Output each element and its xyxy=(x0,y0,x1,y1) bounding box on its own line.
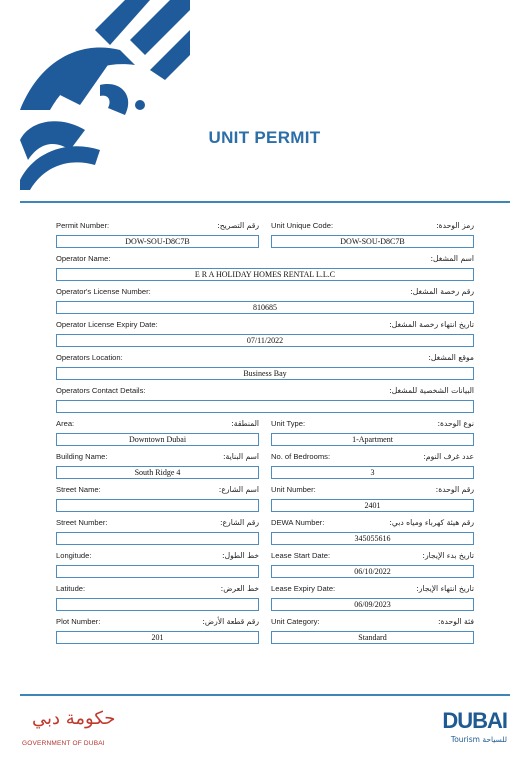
area-label: Area: xyxy=(56,419,75,428)
operators-location-label-ar: موقع المشغل: xyxy=(428,353,474,362)
unit-number-label-ar: رقم الوحدة: xyxy=(435,485,474,494)
street-number-label: Street Number: xyxy=(56,518,108,527)
street-name-label-ar: اسم الشارع: xyxy=(218,485,259,494)
plot-number-label: Plot Number: xyxy=(56,617,101,626)
header-divider xyxy=(20,201,510,203)
dubai-calligraphy-logo xyxy=(0,0,190,190)
permit-number-field: DOW-SOU-D8C7B xyxy=(56,235,259,248)
operator-license-expiry-label: Operator License Expiry Date: xyxy=(56,320,158,329)
street-number-label-ar: رقم الشارع: xyxy=(219,518,259,527)
government-of-dubai-arabic: حكومة دبي xyxy=(32,708,116,729)
lease-expiry-label: Lease Expiry Date: xyxy=(271,584,336,593)
operator-name-label-ar: اسم المشغل: xyxy=(430,254,474,263)
longitude-field xyxy=(56,565,259,578)
operator-name-field: E R A HOLIDAY HOMES RENTAL L.L.C xyxy=(56,268,474,281)
unit-unique-code-label: Unit Unique Code: xyxy=(271,221,334,230)
dubai-tourism-subtitle-en: Tourism xyxy=(450,735,480,744)
lease-expiry-field: 06/09/2023 xyxy=(271,598,474,611)
bedrooms-label-ar: عدد غرف النوم: xyxy=(423,452,474,461)
operator-license-number-label-ar: رقم رخصة المشغل: xyxy=(410,287,474,296)
permit-number-label-ar: رقم التصريح: xyxy=(217,221,259,230)
latitude-label-ar: خط العرض: xyxy=(220,584,259,593)
unit-category-field: Standard xyxy=(271,631,474,644)
operator-license-number-label: Operator's License Number: xyxy=(56,287,151,296)
operators-contact-label: Operators Contact Details: xyxy=(56,386,146,395)
government-of-dubai-text: GOVERNMENT OF DUBAI xyxy=(22,740,105,747)
footer-divider xyxy=(20,694,510,696)
dewa-number-label: DEWA Number: xyxy=(271,518,325,527)
operator-license-expiry-field: 07/11/2022 xyxy=(56,334,474,347)
dewa-number-field: 345055616 xyxy=(271,532,474,545)
dubai-tourism-logo xyxy=(437,708,507,750)
lease-expiry-label-ar: تاريخ انتهاء الإيجار: xyxy=(416,584,474,593)
unit-unique-code-label-ar: رمز الوحدة: xyxy=(436,221,474,230)
dewa-number-label-ar: رقم هيئة كهرباء ومياه دبي: xyxy=(389,518,474,527)
operator-license-expiry-label-ar: تاريخ انتهاء رخصة المشغل: xyxy=(389,320,474,329)
dubai-tourism-subtitle xyxy=(451,735,507,744)
unit-unique-code-field: DOW-SOU-D8C7B xyxy=(271,235,474,248)
unit-category-label: Unit Category: xyxy=(271,617,320,626)
lease-start-label-ar: تاريخ بدء الإيجار: xyxy=(422,551,474,560)
street-name-label: Street Name: xyxy=(56,485,101,494)
operators-location-label: Operators Location: xyxy=(56,353,123,362)
latitude-label: Latitude: xyxy=(56,584,86,593)
unit-number-field: 2401 xyxy=(271,499,474,512)
building-name-label-ar: اسم البناية: xyxy=(222,452,259,461)
lease-start-field: 06/10/2022 xyxy=(271,565,474,578)
bedrooms-field: 3 xyxy=(271,466,474,479)
area-field: Downtown Dubai xyxy=(56,433,259,446)
operators-contact-field xyxy=(56,400,474,413)
plot-number-label-ar: رقم قطعة الأرض: xyxy=(202,617,259,626)
unit-number-label: Unit Number: xyxy=(271,485,316,494)
street-number-field xyxy=(56,532,259,545)
operators-location-field: Business Bay xyxy=(56,367,474,380)
longitude-label-ar: خط الطول: xyxy=(222,551,259,560)
permit-number-label: Permit Number: xyxy=(56,221,110,230)
bedrooms-label: No. of Bedrooms: xyxy=(271,452,331,461)
operator-name-label: Operator Name: xyxy=(56,254,111,263)
lease-start-label: Lease Start Date: xyxy=(271,551,331,560)
government-of-dubai-logo xyxy=(22,708,122,750)
unit-type-field: 1-Apartment xyxy=(271,433,474,446)
building-name-label: Building Name: xyxy=(56,452,108,461)
dubai-tourism-subtitle-ar: للسياحة xyxy=(482,735,507,744)
unit-category-label-ar: فئة الوحدة: xyxy=(438,617,474,626)
unit-type-label: Unit Type: xyxy=(271,419,306,428)
dubai-wordmark: DUBAI xyxy=(442,708,507,733)
latitude-field xyxy=(56,598,259,611)
operator-license-number-field: 810685 xyxy=(56,301,474,314)
operators-contact-label-ar: البيانات الشخصية للمشغل: xyxy=(389,386,474,395)
page-title: UNIT PERMIT xyxy=(208,128,321,147)
plot-number-field: 201 xyxy=(56,631,259,644)
longitude-label: Longitude: xyxy=(56,551,92,560)
unit-type-label-ar: نوع الوحدة: xyxy=(437,419,474,428)
street-name-field xyxy=(56,499,259,512)
area-label-ar: المنطقة: xyxy=(231,419,259,428)
building-name-field: South Ridge 4 xyxy=(56,466,259,479)
